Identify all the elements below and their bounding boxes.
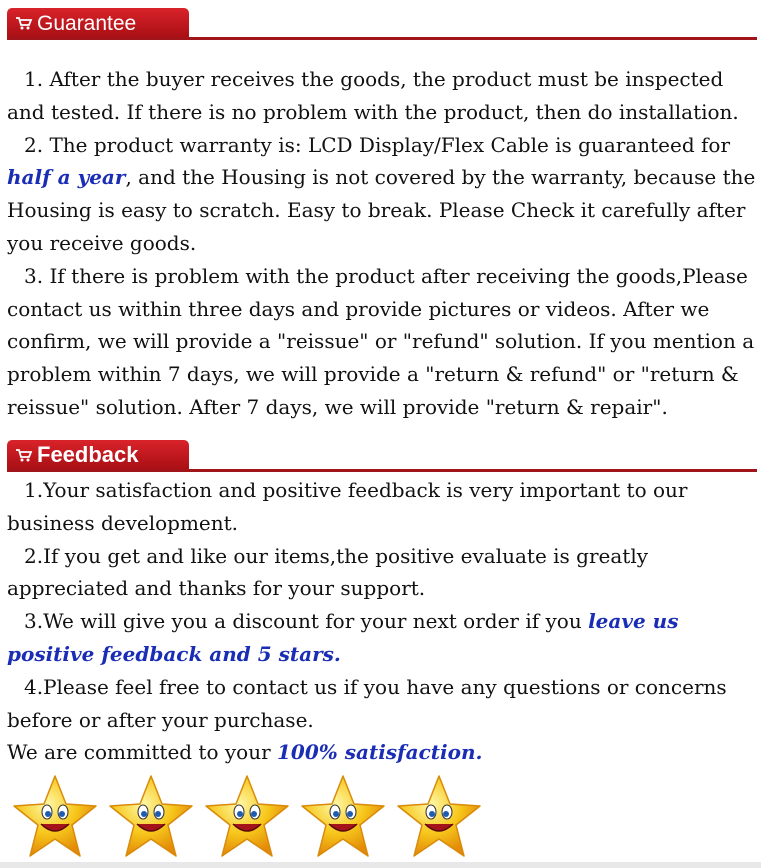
feedback-paragraphs	[7, 474, 757, 769]
satisfaction-emphasis: 100% satisfaction.	[277, 740, 483, 765]
closing-text: We are committed to your	[7, 740, 278, 765]
guarantee-header	[0, 8, 757, 40]
header-divider	[7, 469, 757, 472]
guarantee-paragraphs	[7, 63, 757, 424]
guarantee-item-1: 1. After the buyer receives the goods, the product must be inspected and tested. If there is no problem with the product, then do installation.	[7, 67, 739, 124]
smiling-star-icon	[394, 772, 484, 862]
smiling-star-icon	[10, 772, 100, 862]
warranty-period: half a year	[7, 165, 126, 190]
bottom-divider	[0, 862, 761, 868]
feedback-item-4: 4.Please feel free to contact us if you have any questions or concerns before or after your purchase.	[7, 674, 727, 732]
cart-icon	[15, 446, 33, 464]
feedback-header	[0, 440, 757, 472]
guarantee-tab	[7, 8, 189, 38]
guarantee-item-3: 3. If there is problem with the product after receiving the goods,Please contact us within three days and provide pictures or videos. After we confirm, we will provide a "reissue" or "refund" solution. If you mention a problem within 7 days, we will provide a "return & refund" or "return & reissue" solution. After 7 days, we will provide "return & repair".	[7, 263, 755, 419]
cart-icon	[15, 14, 33, 32]
feedback-item-3-text: 3.We will give you a discount for your next order if you	[24, 609, 589, 634]
smiling-star-icon	[202, 772, 292, 862]
guarantee-item-2-rest: , and the Housing is not covered by the warranty, because the Housing is easy to scratch. Easy to break. Please Check it carefully after you receive goods.	[7, 165, 756, 255]
feedback-title: Feedback	[37, 442, 139, 467]
feedback-tab	[7, 440, 189, 470]
feedback-item-2: 2.If you get and like our items,the positive evaluate is greatly appreciated and thanks for your support.	[7, 543, 649, 601]
guarantee-item-2-text: 2. The product warranty is: LCD Display/Flex Cable is guaranteed for	[24, 132, 731, 157]
smiling-star-icon	[106, 772, 196, 862]
positive-feedback-emphasis: leave us positive feedback and 5 stars.	[7, 609, 679, 666]
header-divider	[7, 37, 757, 40]
guarantee-title: Guarantee	[37, 11, 137, 35]
smiling-star-icon	[298, 772, 388, 862]
rating-stars	[10, 772, 510, 862]
feedback-item-1: 1.Your satisfaction and positive feedback is very important to our business development.	[7, 478, 688, 535]
